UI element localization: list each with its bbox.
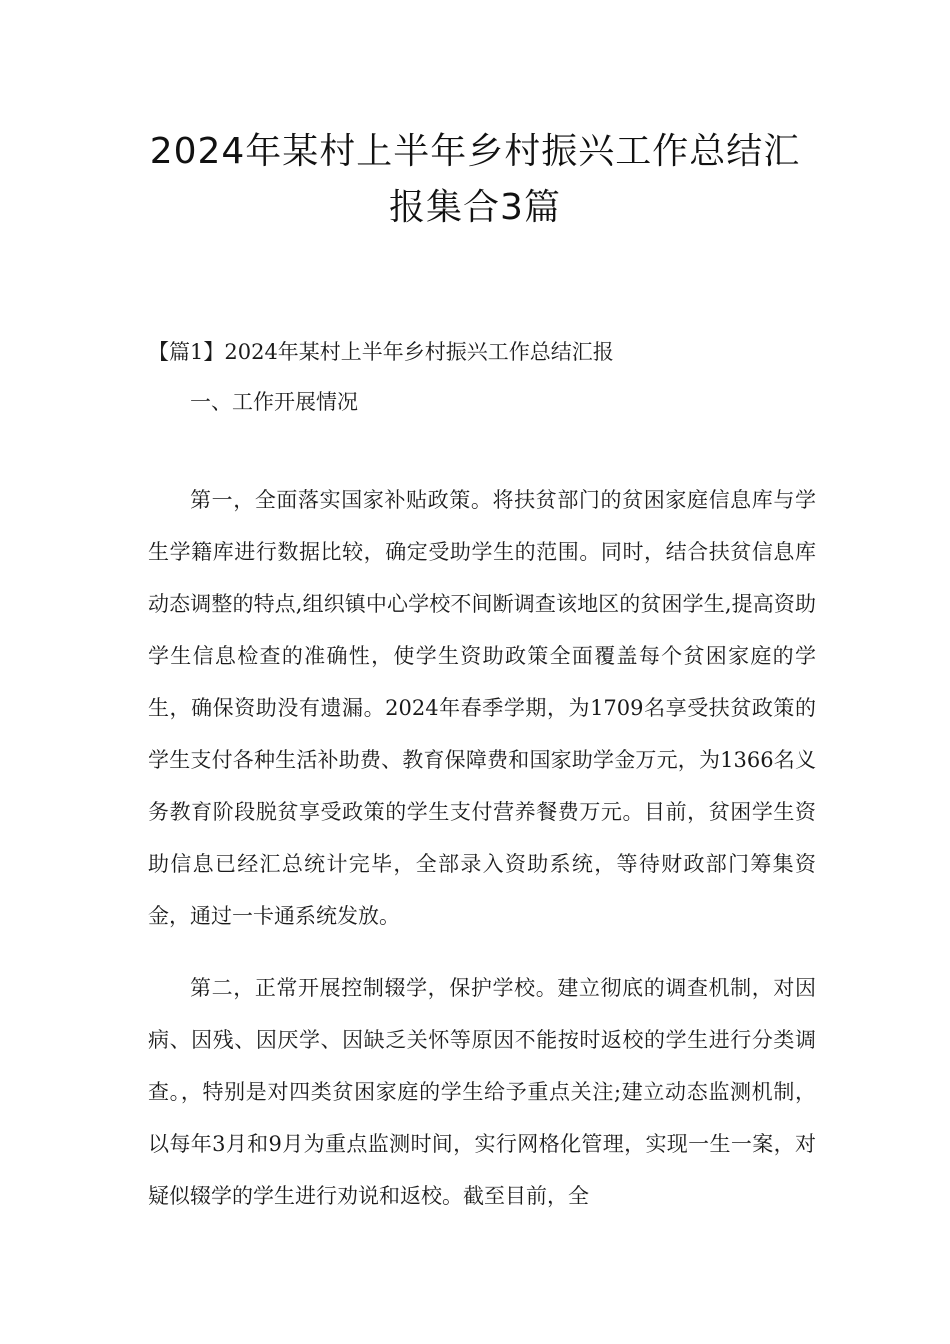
paragraph-2: 第二，正常开展控制辍学，保护学校。建立彻底的调查机制，对因病、因残、因厌学、因缺乏关怀等原因不能按时返校的学生进行分类调查。，特别是对四类贫困家庭的学生给予重点关注;建立动态监测机制，以每年3月和9月为重点监测时间，实行网格化管理，实现一生一案，对疑似辍学的学生进行劝说和返校。截至目前，全 [148, 976, 816, 1208]
paragraph-1: 第一，全面落实国家补贴政策。将扶贫部门的贫困家庭信息库与学生学籍库进行数据比较，确定受助学生的范围。同时，结合扶贫信息库动态调整的特点,组织镇中心学校不间断调查该地区的贫困学生,提高资助学生信息检查的准确性，使学生资助政策全面覆盖每个贫困家庭的学生，确保资助没有遗漏。2024年春季学期，为1709名享受扶贫政策的学生支付各种生活补助费、教育保障费和国家助学金万元，为1366名义务教育阶段脱贫享受政策的学生支付营养餐费万元。目前，贫困学生资助信息已经汇总统计完毕，全部录入资助系统，等待财政部门筹集资金，通过一卡通系统发放。 [148, 488, 816, 928]
document-title [100, 124, 850, 236]
title-line-2: 报集合3篇 [389, 187, 561, 228]
subheading: 一、工作开展情况 [190, 390, 358, 414]
section-heading: 【篇1】2024年某村上半年乡村振兴工作总结汇报 [148, 340, 614, 364]
title-line-1: 2024年某村上半年乡村振兴工作总结汇 [149, 131, 801, 172]
